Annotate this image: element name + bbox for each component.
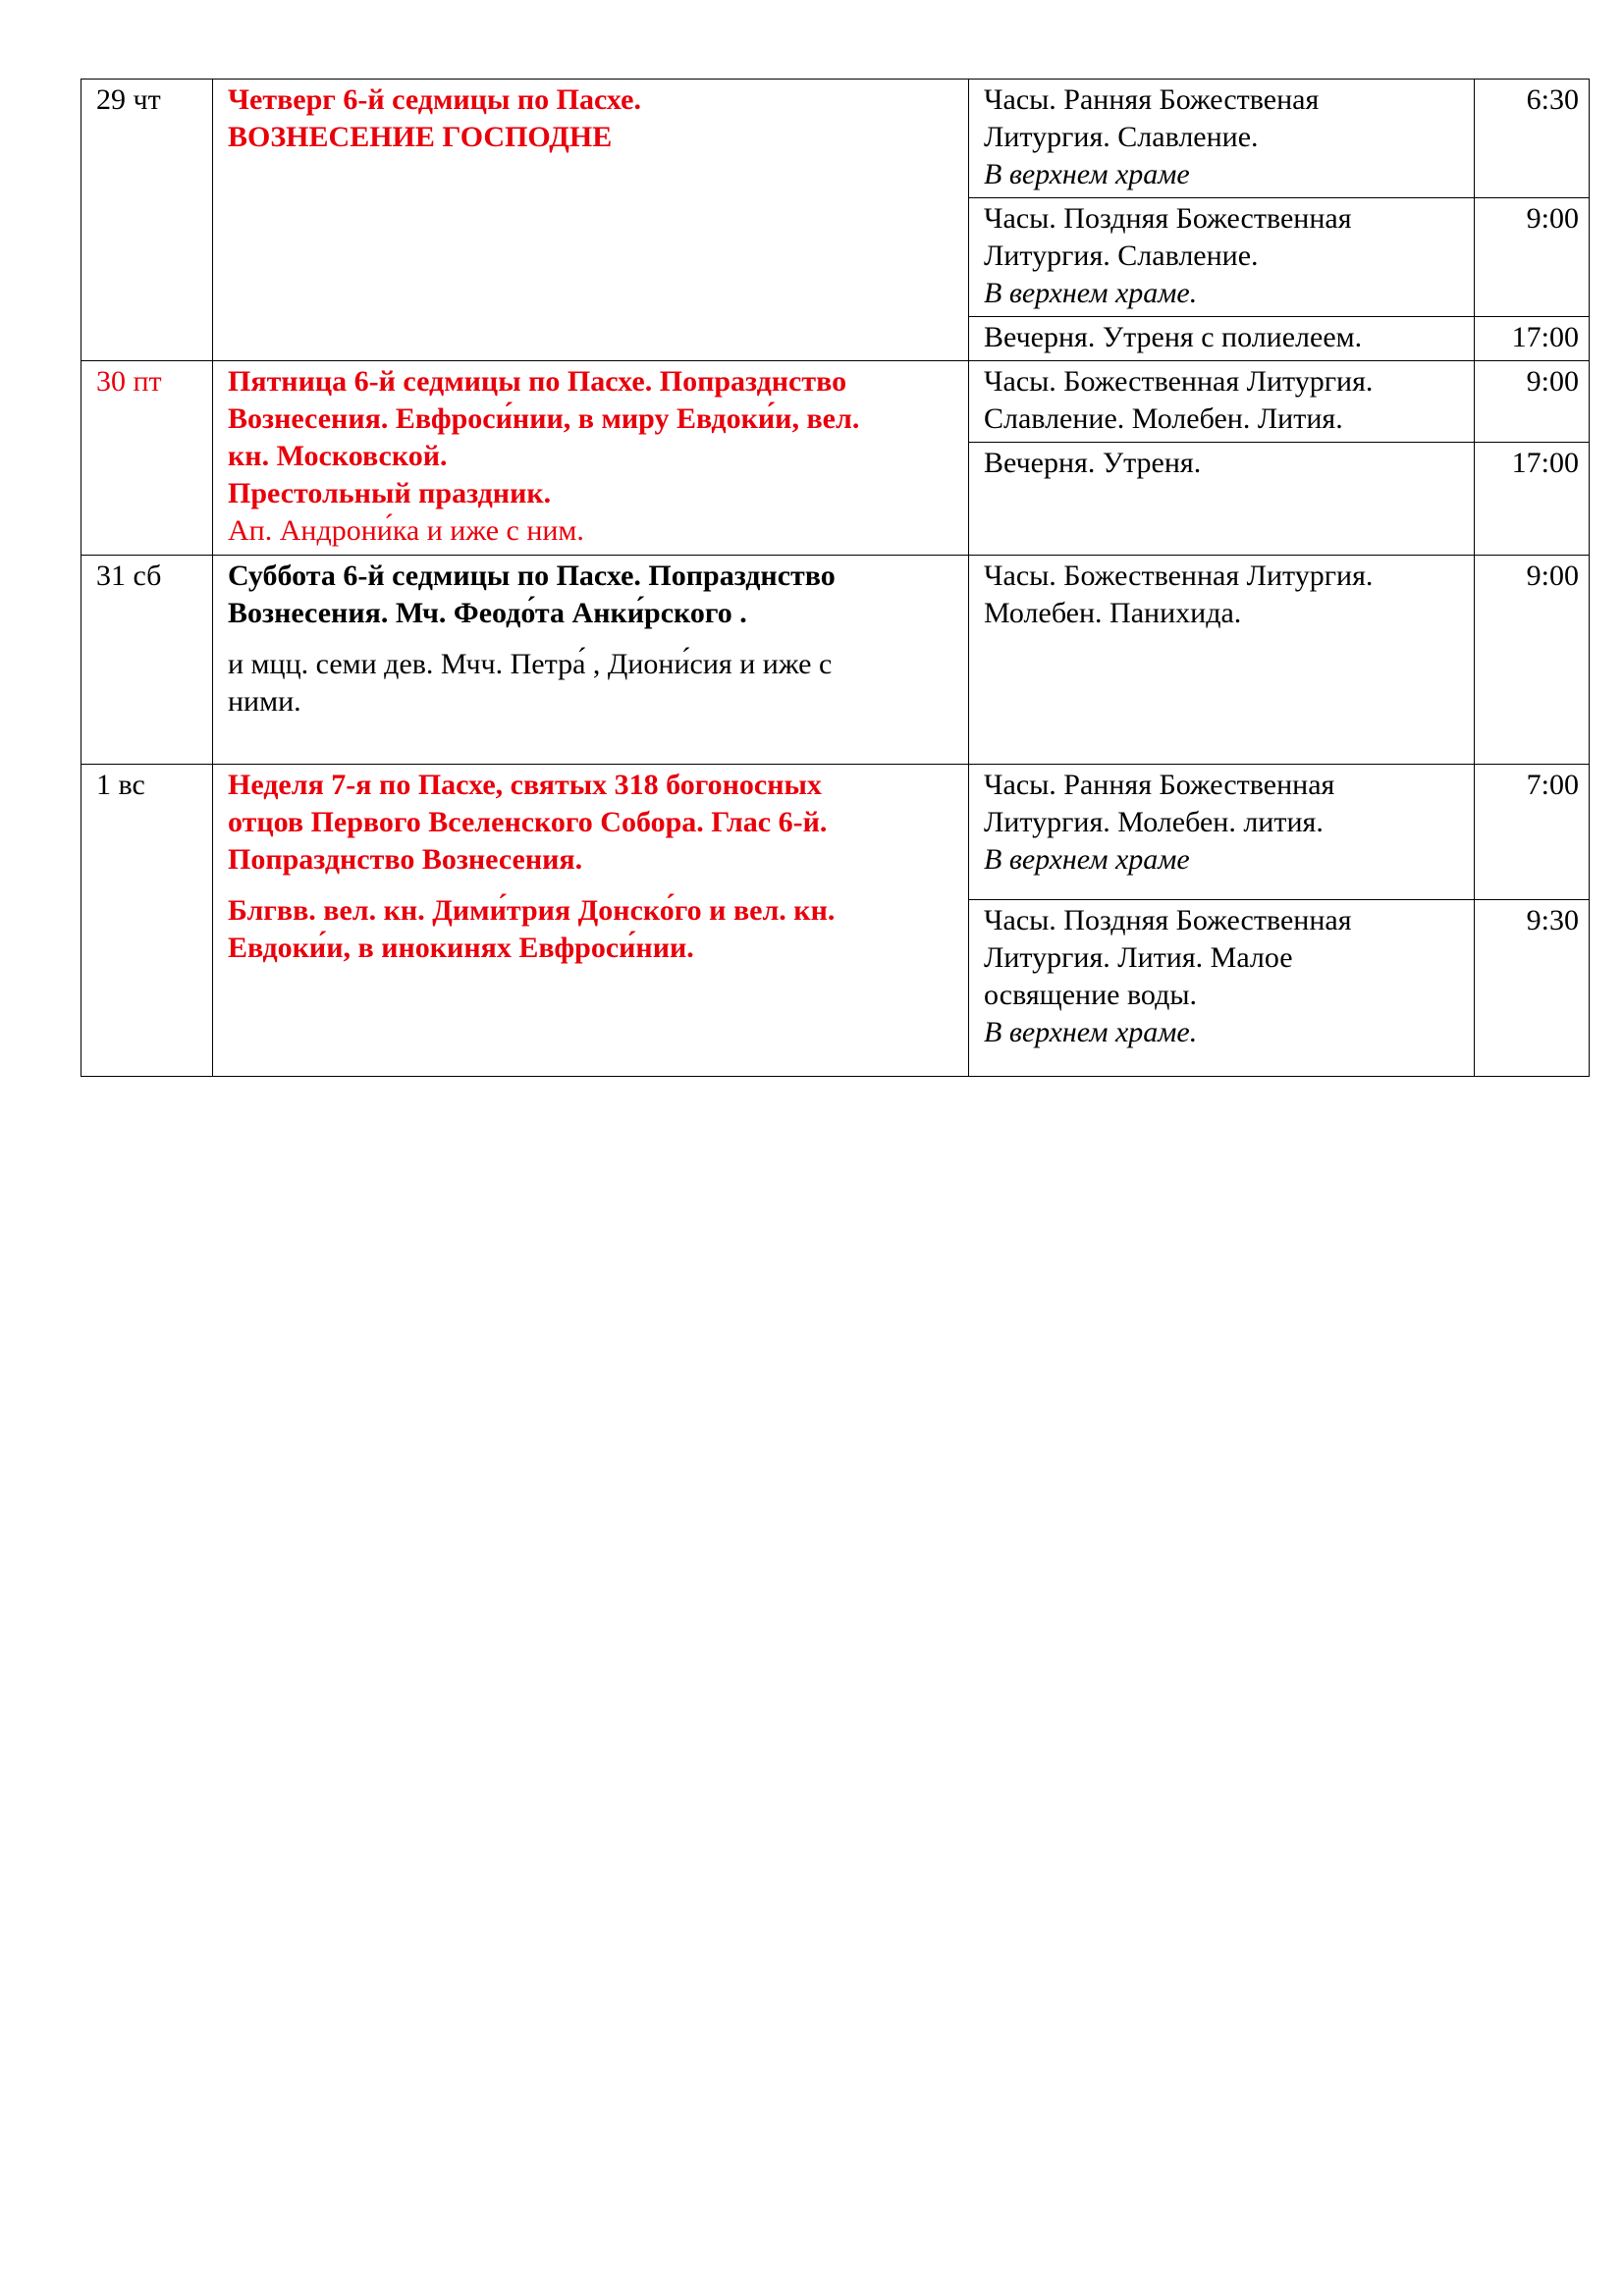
day-description xyxy=(213,361,969,556)
date-cell: 31 сб xyxy=(81,556,213,765)
description-line: Попразднство Вознесения. xyxy=(228,843,583,876)
date-cell: 30 пт xyxy=(81,361,213,556)
service-location-note: В верхнем храме xyxy=(984,158,1190,190)
service-cell xyxy=(969,80,1475,198)
service-line: Часы. Божественная Литургия. xyxy=(984,365,1374,398)
description-line: кн. Московской. xyxy=(228,440,448,472)
description-line: отцов Первого Вселенского Собора. Глас 6-й. xyxy=(228,806,828,838)
description-line: Суббота 6-й седмицы по Пасхе. Попразднство xyxy=(228,560,836,592)
service-line: Вечерня. Утреня. xyxy=(984,447,1202,479)
service-cell xyxy=(969,556,1475,765)
description-line: Неделя 7-я по Пасхе, святых 318 богоносных xyxy=(228,769,822,801)
service-cell xyxy=(969,198,1475,317)
service-location-note: В верхнем храме. xyxy=(984,277,1198,309)
description-line: и мцц. семи дев. Мчч. Петра́ , Диони́сия и иже с xyxy=(228,648,833,680)
description-line: Пятница 6-й седмицы по Пасхе. Попразднство xyxy=(228,365,847,398)
day-description xyxy=(213,556,969,765)
service-time: 9:00 xyxy=(1475,556,1590,765)
description-line: Евдоки́и, в инокинях Евфроси́нии. xyxy=(228,932,694,964)
service-line: Литургия. Лития. Малое xyxy=(984,941,1293,974)
schedule-row xyxy=(81,765,1590,900)
service-time: 9:00 xyxy=(1475,361,1590,443)
service-line: Славление. Молебен. Лития. xyxy=(984,402,1343,435)
service-location-note: В верхнем храме. xyxy=(984,1016,1198,1048)
description-line: Вознесения. Мч. Феодо́та Анки́рского . xyxy=(228,597,747,629)
service-line: Литургия. Славление. xyxy=(984,121,1259,153)
service-time: 9:30 xyxy=(1475,900,1590,1077)
description-line: ними. xyxy=(228,685,301,718)
service-line: Часы. Ранняя Божественая xyxy=(984,83,1320,116)
service-line: Литургия. Молебен. лития. xyxy=(984,806,1324,838)
service-line: Часы. Поздняя Божественная xyxy=(984,904,1352,936)
service-line: Литургия. Славление. xyxy=(984,240,1259,272)
service-time: 17:00 xyxy=(1475,317,1590,361)
day-description xyxy=(213,765,969,1077)
service-time: 9:00 xyxy=(1475,198,1590,317)
schedule-row xyxy=(81,556,1590,765)
service-time: 7:00 xyxy=(1475,765,1590,900)
schedule-table xyxy=(81,79,1590,1077)
date-cell: 29 чт xyxy=(81,80,213,361)
feast-title: ВОЗНЕСЕНИЕ ГОСПОДНЕ xyxy=(228,121,613,153)
description-line: Вознесения. Евфроси́нии, в миру Евдоки́и, вел. xyxy=(228,402,860,435)
service-line: Молебен. Панихида. xyxy=(984,597,1242,629)
service-cell xyxy=(969,317,1475,361)
service-cell xyxy=(969,765,1475,900)
patronal-feast-label: Престольный праздник. xyxy=(228,477,552,509)
service-line: Часы. Ранняя Божественная xyxy=(984,769,1335,801)
date-cell: 1 вс xyxy=(81,765,213,1077)
service-time: 17:00 xyxy=(1475,443,1590,556)
service-time: 6:30 xyxy=(1475,80,1590,198)
service-cell xyxy=(969,361,1475,443)
description-line: Четверг 6-й седмицы по Пасхе. xyxy=(228,83,641,116)
service-cell xyxy=(969,443,1475,556)
description-line: Блгвв. вел. кн. Дими́трия Донско́го и вел. кн. xyxy=(228,894,836,927)
service-line: Часы. Божественная Литургия. xyxy=(984,560,1374,592)
service-location-note: В верхнем храме xyxy=(984,843,1190,876)
service-cell xyxy=(969,900,1475,1077)
description-line: Ап. Андрони́ка и иже с ним. xyxy=(228,514,584,547)
service-line: освящение воды. xyxy=(984,979,1197,1011)
day-description xyxy=(213,80,969,361)
schedule-row xyxy=(81,361,1590,443)
service-line: Вечерня. Утреня с полиелеем. xyxy=(984,321,1363,353)
schedule-row xyxy=(81,80,1590,198)
service-line: Часы. Поздняя Божественная xyxy=(984,202,1352,235)
